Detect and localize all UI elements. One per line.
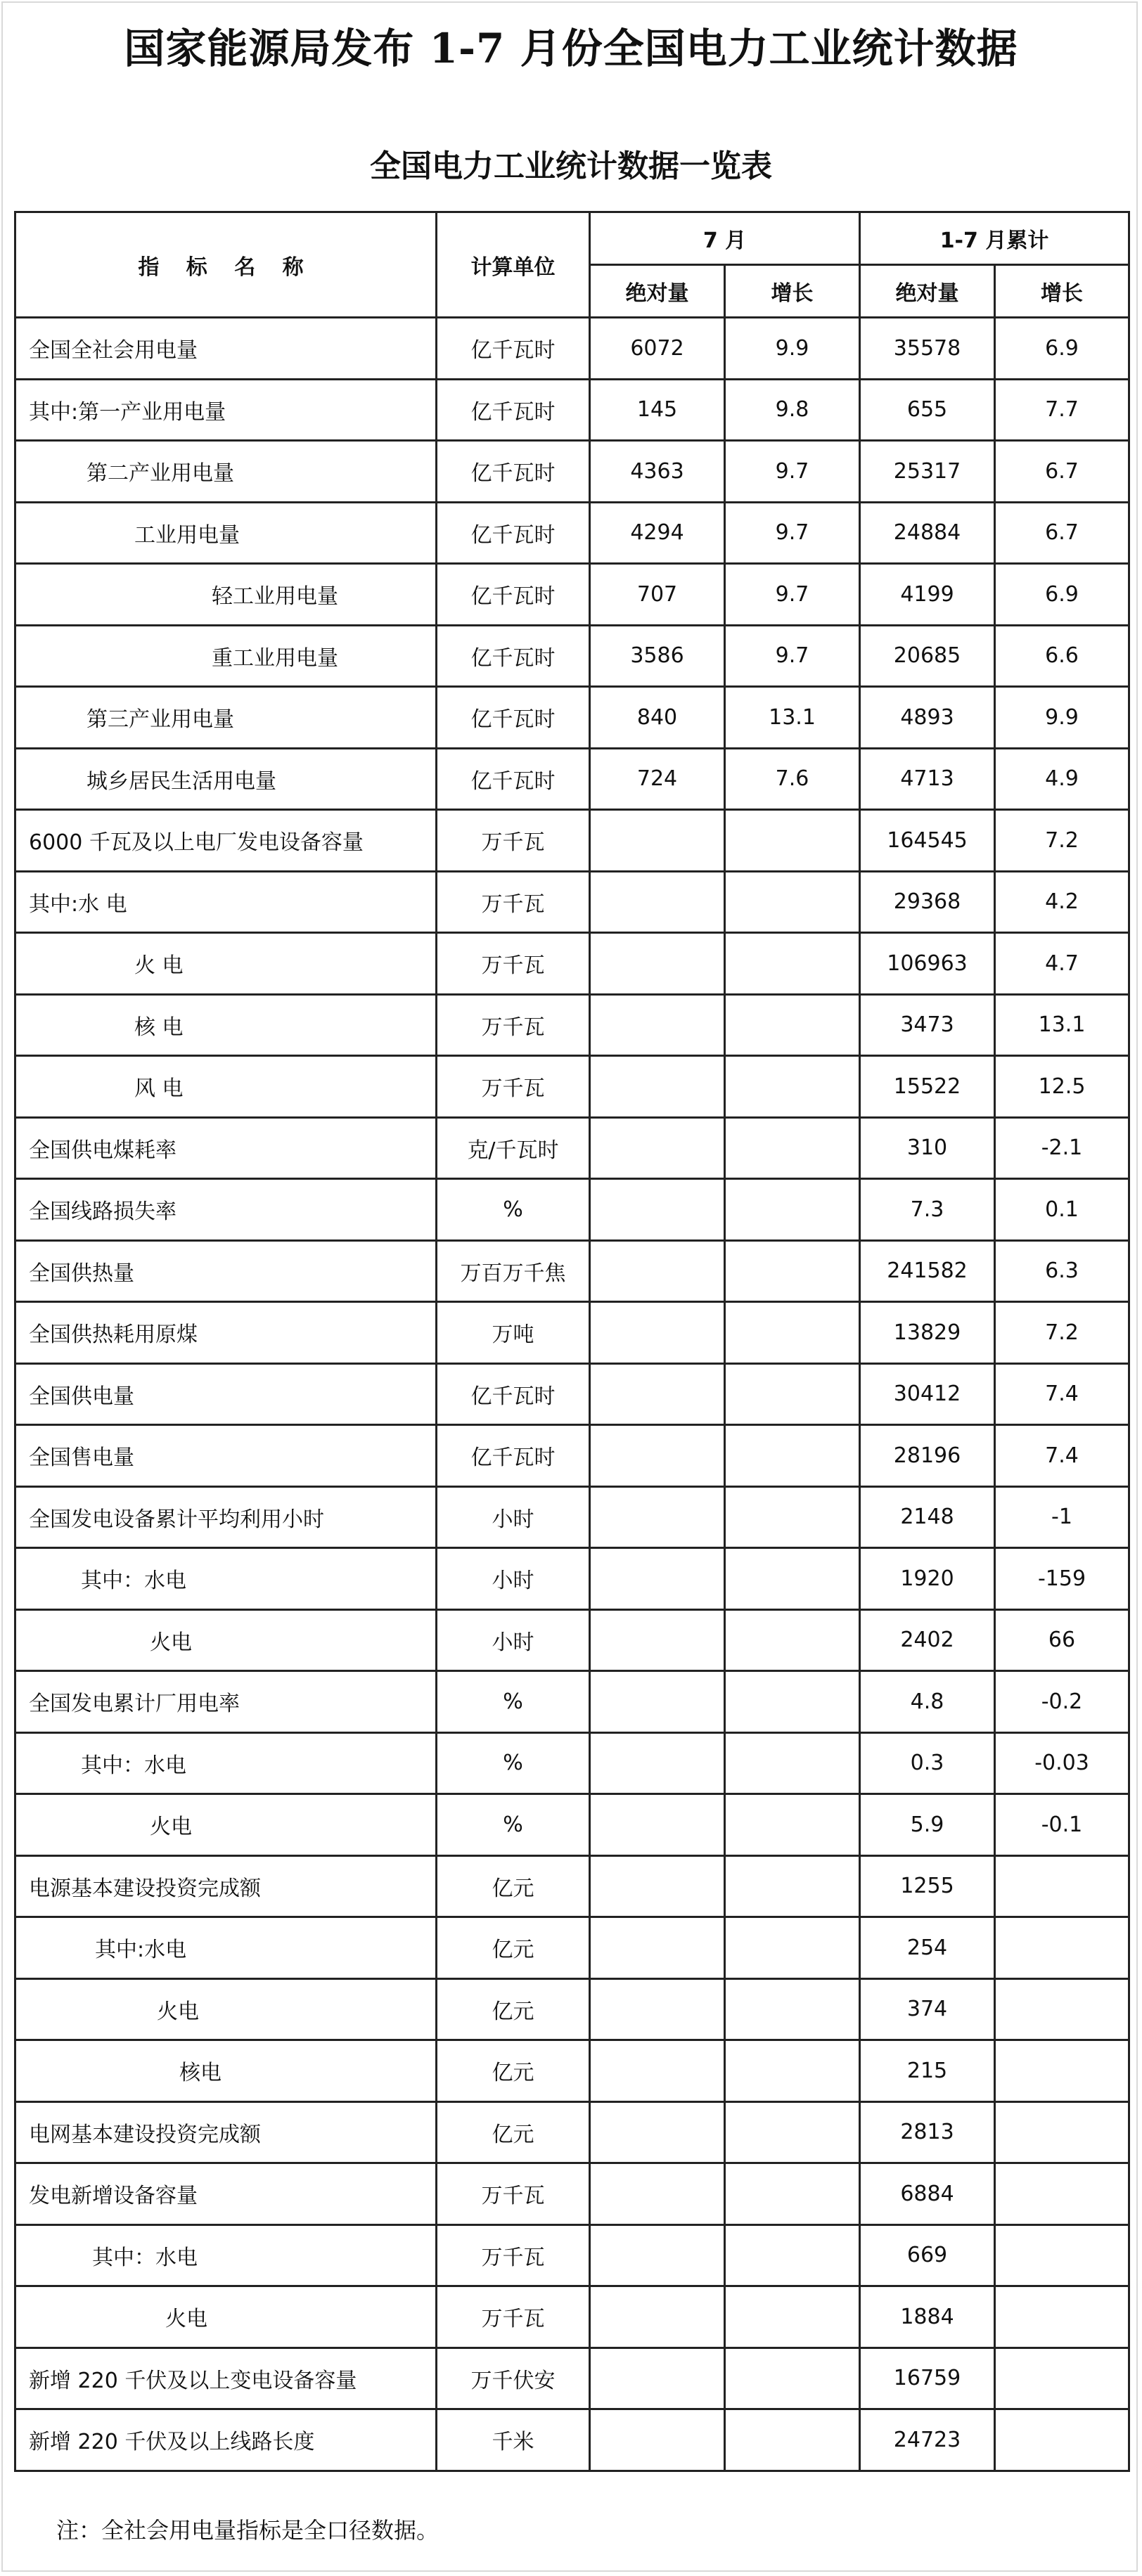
cumulative-absolute-cell: 106963	[860, 933, 995, 995]
month-absolute-cell: 707	[590, 564, 725, 626]
month-absolute-cell: 4294	[590, 502, 725, 564]
month-absolute-cell: 4363	[590, 441, 725, 503]
unit-cell: 亿千瓦时	[437, 441, 590, 503]
cumulative-absolute-cell: 655	[860, 379, 995, 441]
cumulative-absolute-cell: 1255	[860, 1855, 995, 1917]
cumulative-absolute-cell: 374	[860, 1978, 995, 2040]
cumulative-absolute-cell: 1920	[860, 1548, 995, 1610]
month-absolute-cell	[590, 1917, 725, 1979]
header-cumulative-growth: 增长	[995, 265, 1129, 318]
unit-cell: 万百万千焦	[437, 1240, 590, 1302]
unit-cell: 万千瓦	[437, 1056, 590, 1118]
cumulative-absolute-cell: 6884	[860, 2163, 995, 2225]
indicator-cell: 工业用电量	[15, 502, 437, 564]
month-growth-cell: 13.1	[725, 687, 860, 749]
table-row	[15, 1179, 1129, 1241]
unit-cell: 小时	[437, 1609, 590, 1671]
cumulative-growth-cell: 66	[995, 1609, 1129, 1671]
indicator-cell: 其中：水电	[15, 1548, 437, 1610]
unit-cell: 小时	[437, 1548, 590, 1610]
unit-cell: 亿千瓦时	[437, 379, 590, 441]
header-unit: 计算单位	[437, 212, 590, 318]
table-row	[15, 1363, 1129, 1425]
month-growth-cell	[725, 2040, 860, 2102]
indicator-cell: 风 电	[15, 1056, 437, 1118]
month-absolute-cell	[590, 933, 725, 995]
cumulative-absolute-cell: 4.8	[860, 1671, 995, 1733]
page-title: 国家能源局发布 1-7 月份全国电力工业统计数据	[124, 25, 1018, 72]
table-row	[15, 379, 1129, 441]
month-growth-cell	[725, 2348, 860, 2409]
month-growth-cell	[725, 1179, 860, 1241]
month-absolute-cell	[590, 810, 725, 872]
month-growth-cell: 9.7	[725, 502, 860, 564]
indicator-cell: 全国供热耗用原煤	[15, 1302, 437, 1364]
month-absolute-cell	[590, 1302, 725, 1364]
month-absolute-cell	[590, 2040, 725, 2102]
cumulative-growth-cell	[995, 1917, 1129, 1979]
month-absolute-cell	[590, 871, 725, 933]
month-growth-cell: 9.7	[725, 564, 860, 626]
cumulative-absolute-cell: 35578	[860, 318, 995, 380]
table-row	[15, 2101, 1129, 2163]
cumulative-growth-cell: 6.7	[995, 441, 1129, 503]
cumulative-growth-cell: -0.03	[995, 1732, 1129, 1794]
month-growth-cell	[725, 2101, 860, 2163]
indicator-cell: 其中:水电	[15, 1917, 437, 1979]
table-row	[15, 1548, 1129, 1610]
cumulative-growth-cell	[995, 2409, 1129, 2471]
unit-cell: 万千瓦	[437, 994, 590, 1056]
month-absolute-cell	[590, 2224, 725, 2286]
cumulative-growth-cell: 13.1	[995, 994, 1129, 1056]
table-row	[15, 1056, 1129, 1118]
cumulative-growth-cell	[995, 2286, 1129, 2348]
cumulative-absolute-cell: 4713	[860, 748, 995, 810]
cumulative-growth-cell	[995, 1978, 1129, 2040]
month-absolute-cell	[590, 2101, 725, 2163]
cumulative-absolute-cell: 13829	[860, 1302, 995, 1364]
month-absolute-cell: 724	[590, 748, 725, 810]
cumulative-absolute-cell: 25317	[860, 441, 995, 503]
unit-cell: 万千伏安	[437, 2348, 590, 2409]
cumulative-growth-cell: 7.7	[995, 379, 1129, 441]
cumulative-growth-cell: -159	[995, 1548, 1129, 1610]
cumulative-absolute-cell: 164545	[860, 810, 995, 872]
table-row	[15, 441, 1129, 503]
indicator-cell: 第二产业用电量	[15, 441, 437, 503]
month-growth-cell	[725, 1917, 860, 1979]
indicator-cell: 其中：水电	[15, 2224, 437, 2286]
cumulative-absolute-cell: 24723	[860, 2409, 995, 2471]
table-row	[15, 1978, 1129, 2040]
unit-cell: 万千瓦	[437, 2224, 590, 2286]
month-growth-cell	[725, 1302, 860, 1364]
indicator-cell: 轻工业用电量	[15, 564, 437, 626]
month-growth-cell	[725, 2163, 860, 2225]
indicator-cell: 新增 220 千伏及以上变电设备容量	[15, 2348, 437, 2409]
indicator-cell: 全国供电量	[15, 1363, 437, 1425]
indicator-cell: 火电	[15, 1609, 437, 1671]
indicator-cell: 核 电	[15, 994, 437, 1056]
header-indicator: 指 标 名 称	[15, 212, 437, 318]
indicator-cell: 火电	[15, 1794, 437, 1856]
month-growth-cell: 7.6	[725, 748, 860, 810]
month-growth-cell	[725, 1794, 860, 1856]
unit-cell: 亿千瓦时	[437, 687, 590, 749]
month-growth-cell	[725, 1855, 860, 1917]
indicator-cell: 全国全社会用电量	[15, 318, 437, 380]
month-growth-cell	[725, 1117, 860, 1179]
unit-cell: 亿千瓦时	[437, 564, 590, 626]
cumulative-absolute-cell: 24884	[860, 502, 995, 564]
cumulative-growth-cell: 4.7	[995, 933, 1129, 995]
unit-cell: 万千瓦	[437, 2163, 590, 2225]
unit-cell: 亿元	[437, 1917, 590, 1979]
table-row	[15, 1609, 1129, 1671]
cumulative-growth-cell: 6.3	[995, 1240, 1129, 1302]
month-absolute-cell	[590, 1117, 725, 1179]
cumulative-growth-cell: -2.1	[995, 1117, 1129, 1179]
indicator-cell: 全国线路损失率	[15, 1179, 437, 1241]
month-absolute-cell	[590, 1548, 725, 1610]
cumulative-growth-cell: 7.4	[995, 1425, 1129, 1487]
cumulative-growth-cell	[995, 2348, 1129, 2409]
table-row	[15, 871, 1129, 933]
header-cumulative: 1-7 月累计	[860, 212, 1129, 265]
indicator-cell: 全国供电煤耗率	[15, 1117, 437, 1179]
unit-cell: 克/千瓦时	[437, 1117, 590, 1179]
unit-cell: 万千瓦	[437, 2286, 590, 2348]
month-growth-cell	[725, 1609, 860, 1671]
unit-cell: 亿千瓦时	[437, 502, 590, 564]
table-row	[15, 2286, 1129, 2348]
cumulative-growth-cell: 7.2	[995, 810, 1129, 872]
cumulative-growth-cell: 0.1	[995, 1179, 1129, 1241]
cumulative-absolute-cell: 4199	[860, 564, 995, 626]
indicator-cell: 火 电	[15, 933, 437, 995]
cumulative-growth-cell	[995, 1855, 1129, 1917]
cumulative-absolute-cell: 29368	[860, 871, 995, 933]
cumulative-absolute-cell: 4893	[860, 687, 995, 749]
table-row	[15, 1302, 1129, 1364]
table-row	[15, 318, 1129, 380]
month-growth-cell	[725, 1671, 860, 1733]
cumulative-growth-cell: 6.6	[995, 625, 1129, 687]
month-growth-cell	[725, 1486, 860, 1548]
month-absolute-cell	[590, 1609, 725, 1671]
month-growth-cell	[725, 810, 860, 872]
indicator-cell: 重工业用电量	[15, 625, 437, 687]
cumulative-growth-cell: 6.9	[995, 564, 1129, 626]
cumulative-absolute-cell: 2402	[860, 1609, 995, 1671]
month-growth-cell	[725, 871, 860, 933]
month-absolute-cell	[590, 1978, 725, 2040]
table-row	[15, 1425, 1129, 1487]
month-absolute-cell	[590, 2286, 725, 2348]
table-row	[15, 1240, 1129, 1302]
table-row	[15, 2224, 1129, 2286]
footnote: 注：全社会用电量指标是全口径数据。	[56, 2517, 440, 2544]
month-absolute-cell	[590, 1179, 725, 1241]
cumulative-absolute-cell: 215	[860, 2040, 995, 2102]
unit-cell: %	[437, 1671, 590, 1733]
cumulative-growth-cell	[995, 2101, 1129, 2163]
table-row	[15, 2040, 1129, 2102]
month-absolute-cell	[590, 1425, 725, 1487]
indicator-cell: 发电新增设备容量	[15, 2163, 437, 2225]
month-growth-cell	[725, 1056, 860, 1118]
table-row	[15, 1117, 1129, 1179]
indicator-cell: 火电	[15, 2286, 437, 2348]
unit-cell: %	[437, 1794, 590, 1856]
cumulative-absolute-cell: 3473	[860, 994, 995, 1056]
cumulative-growth-cell: 4.9	[995, 748, 1129, 810]
table-row	[15, 2409, 1129, 2471]
unit-cell: 亿元	[437, 2040, 590, 2102]
table-row	[15, 502, 1129, 564]
indicator-cell: 其中：水电	[15, 1732, 437, 1794]
table-row	[15, 2163, 1129, 2225]
table-row	[15, 564, 1129, 626]
cumulative-growth-cell: 4.2	[995, 871, 1129, 933]
cumulative-absolute-cell: 5.9	[860, 1794, 995, 1856]
unit-cell: 小时	[437, 1486, 590, 1548]
month-absolute-cell	[590, 2348, 725, 2409]
cumulative-absolute-cell: 310	[860, 1117, 995, 1179]
header-month-absolute: 绝对量	[590, 265, 725, 318]
unit-cell: 亿千瓦时	[437, 1363, 590, 1425]
indicator-cell: 全国售电量	[15, 1425, 437, 1487]
month-growth-cell	[725, 1548, 860, 1610]
indicator-cell: 6000 千瓦及以上电厂发电设备容量	[15, 810, 437, 872]
table-row	[15, 1855, 1129, 1917]
header-month: 7 月	[590, 212, 860, 265]
cumulative-absolute-cell: 669	[860, 2224, 995, 2286]
cumulative-absolute-cell: 0.3	[860, 1732, 995, 1794]
cumulative-growth-cell: 6.7	[995, 502, 1129, 564]
indicator-cell: 电网基本建设投资完成额	[15, 2101, 437, 2163]
month-absolute-cell: 840	[590, 687, 725, 749]
cumulative-absolute-cell: 7.3	[860, 1179, 995, 1241]
cumulative-absolute-cell: 254	[860, 1917, 995, 1979]
cumulative-growth-cell	[995, 2224, 1129, 2286]
indicator-cell: 全国发电设备累计平均利用小时	[15, 1486, 437, 1548]
month-growth-cell	[725, 1363, 860, 1425]
table-row	[15, 687, 1129, 749]
indicator-cell: 核电	[15, 2040, 437, 2102]
indicator-cell: 火电	[15, 1978, 437, 2040]
unit-cell: 亿元	[437, 1855, 590, 1917]
month-absolute-cell	[590, 1732, 725, 1794]
month-growth-cell	[725, 2224, 860, 2286]
table-row	[15, 810, 1129, 872]
month-growth-cell	[725, 1732, 860, 1794]
cumulative-absolute-cell: 20685	[860, 625, 995, 687]
table-row	[15, 1486, 1129, 1548]
cumulative-growth-cell: 7.2	[995, 1302, 1129, 1364]
month-absolute-cell	[590, 1240, 725, 1302]
indicator-cell: 城乡居民生活用电量	[15, 748, 437, 810]
indicator-cell: 第三产业用电量	[15, 687, 437, 749]
table-row	[15, 933, 1129, 995]
table-row	[15, 2348, 1129, 2409]
month-growth-cell: 9.7	[725, 441, 860, 503]
unit-cell: 万千瓦	[437, 871, 590, 933]
unit-cell: %	[437, 1179, 590, 1241]
month-absolute-cell: 145	[590, 379, 725, 441]
cumulative-absolute-cell: 16759	[860, 2348, 995, 2409]
month-absolute-cell	[590, 1671, 725, 1733]
cumulative-absolute-cell: 28196	[860, 1425, 995, 1487]
month-growth-cell	[725, 994, 860, 1056]
table-row	[15, 994, 1129, 1056]
unit-cell: 万千瓦	[437, 933, 590, 995]
cumulative-growth-cell	[995, 2040, 1129, 2102]
table-row	[15, 748, 1129, 810]
month-absolute-cell	[590, 1363, 725, 1425]
table-row	[15, 1917, 1129, 1979]
month-growth-cell	[725, 1978, 860, 2040]
cumulative-absolute-cell: 1884	[860, 2286, 995, 2348]
month-growth-cell: 9.7	[725, 625, 860, 687]
table-row	[15, 1794, 1129, 1856]
cumulative-growth-cell: -0.1	[995, 1794, 1129, 1856]
month-absolute-cell	[590, 1486, 725, 1548]
header-cumulative-absolute: 绝对量	[860, 265, 995, 318]
unit-cell: 亿千瓦时	[437, 625, 590, 687]
month-growth-cell	[725, 1240, 860, 1302]
cumulative-growth-cell	[995, 2163, 1129, 2225]
unit-cell: 亿千瓦时	[437, 748, 590, 810]
table-row	[15, 1732, 1129, 1794]
month-growth-cell: 9.9	[725, 318, 860, 380]
table-row	[15, 625, 1129, 687]
table-body	[15, 318, 1129, 2471]
month-growth-cell: 9.8	[725, 379, 860, 441]
month-absolute-cell	[590, 2409, 725, 2471]
cumulative-growth-cell: -0.2	[995, 1671, 1129, 1733]
cumulative-absolute-cell: 241582	[860, 1240, 995, 1302]
cumulative-growth-cell: 9.9	[995, 687, 1129, 749]
indicator-cell: 全国发电累计厂用电率	[15, 1671, 437, 1733]
month-absolute-cell	[590, 1794, 725, 1856]
month-growth-cell	[725, 2286, 860, 2348]
statistics-table	[14, 211, 1130, 2472]
indicator-cell: 新增 220 千伏及以上线路长度	[15, 2409, 437, 2471]
unit-cell: 亿千瓦时	[437, 1425, 590, 1487]
month-absolute-cell: 6072	[590, 318, 725, 380]
month-absolute-cell	[590, 994, 725, 1056]
cumulative-growth-cell: 6.9	[995, 318, 1129, 380]
unit-cell: 万吨	[437, 1302, 590, 1364]
indicator-cell: 全国供热量	[15, 1240, 437, 1302]
indicator-cell: 其中:水 电	[15, 871, 437, 933]
month-growth-cell	[725, 2409, 860, 2471]
cumulative-absolute-cell: 15522	[860, 1056, 995, 1118]
cumulative-growth-cell: 7.4	[995, 1363, 1129, 1425]
cumulative-growth-cell: 12.5	[995, 1056, 1129, 1118]
month-absolute-cell	[590, 1855, 725, 1917]
indicator-cell: 其中:第一产业用电量	[15, 379, 437, 441]
month-growth-cell	[725, 933, 860, 995]
month-growth-cell	[725, 1425, 860, 1487]
unit-cell: 亿千瓦时	[437, 318, 590, 380]
unit-cell: 亿元	[437, 2101, 590, 2163]
cumulative-growth-cell: -1	[995, 1486, 1129, 1548]
month-absolute-cell	[590, 1056, 725, 1118]
unit-cell: 千米	[437, 2409, 590, 2471]
indicator-cell: 电源基本建设投资完成额	[15, 1855, 437, 1917]
header-month-growth: 增长	[725, 265, 860, 318]
cumulative-absolute-cell: 30412	[860, 1363, 995, 1425]
unit-cell: 亿元	[437, 1978, 590, 2040]
cumulative-absolute-cell: 2813	[860, 2101, 995, 2163]
table-row	[15, 1671, 1129, 1733]
month-absolute-cell: 3586	[590, 625, 725, 687]
month-absolute-cell	[590, 2163, 725, 2225]
cumulative-absolute-cell: 2148	[860, 1486, 995, 1548]
table-title: 全国电力工业统计数据一览表	[370, 148, 772, 184]
unit-cell: 万千瓦	[437, 810, 590, 872]
unit-cell: %	[437, 1732, 590, 1794]
